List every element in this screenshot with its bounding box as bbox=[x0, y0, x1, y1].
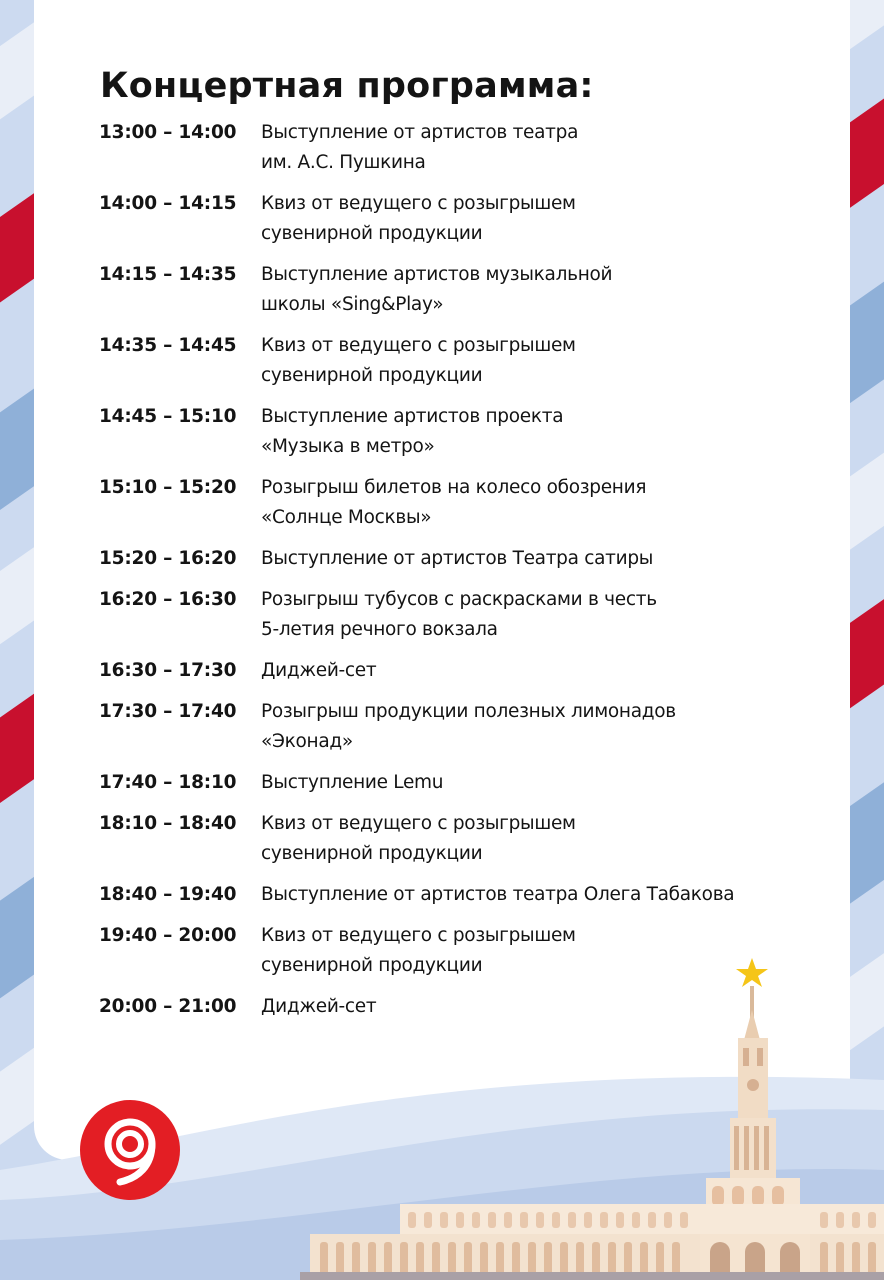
schedule-time: 15:10 – 15:20 bbox=[99, 477, 237, 498]
schedule-time: 17:40 – 18:10 bbox=[99, 772, 237, 793]
schedule-description-line: Квиз от ведущего с розыгрышем bbox=[261, 813, 576, 834]
schedule-description-line: сувенирной продукции bbox=[261, 955, 483, 976]
schedule-description-line: Квиз от ведущего с розыгрышем bbox=[261, 925, 576, 946]
schedule-time: 13:00 – 14:00 bbox=[99, 122, 237, 143]
schedule-description-line: Диджей-сет bbox=[261, 660, 377, 681]
schedule-time: 14:35 – 14:45 bbox=[99, 335, 237, 356]
schedule-description bbox=[261, 118, 799, 178]
schedule-description bbox=[261, 880, 799, 910]
schedule-description-line: Выступление от артистов Театра сатиры bbox=[261, 548, 654, 569]
schedule-description-line: «Эконад» bbox=[261, 731, 353, 752]
schedule-description bbox=[261, 331, 799, 391]
river-station-building-icon bbox=[300, 950, 884, 1280]
schedule-row bbox=[99, 260, 799, 320]
schedule-description-line: сувенирной продукции bbox=[261, 223, 483, 244]
moscow-day-9-logo-icon bbox=[80, 1100, 180, 1200]
schedule-description-line: Выступление артистов музыкальной bbox=[261, 264, 613, 285]
schedule-row bbox=[99, 189, 799, 249]
schedule-time: 14:15 – 14:35 bbox=[99, 264, 237, 285]
schedule-time: 19:40 – 20:00 bbox=[99, 925, 237, 946]
schedule-description-line: сувенирной продукции bbox=[261, 843, 483, 864]
schedule-time: 16:20 – 16:30 bbox=[99, 589, 237, 610]
schedule-time: 14:45 – 15:10 bbox=[99, 406, 237, 427]
schedule-time: 15:20 – 16:20 bbox=[99, 548, 237, 569]
schedule-row bbox=[99, 809, 799, 869]
schedule-description-line: Диджей-сет bbox=[261, 996, 377, 1017]
schedule-description bbox=[261, 697, 799, 757]
schedule-time: 14:00 – 14:15 bbox=[99, 193, 237, 214]
schedule-description bbox=[261, 544, 799, 574]
schedule-description bbox=[261, 768, 799, 798]
star-icon bbox=[736, 958, 768, 987]
schedule-time: 20:00 – 21:00 bbox=[99, 996, 237, 1017]
schedule-description-line: сувенирной продукции bbox=[261, 365, 483, 386]
schedule-description-line: Розыгрыш тубусов с раскрасками в честь bbox=[261, 589, 657, 610]
schedule-description-line: Выступление Lemu bbox=[261, 772, 444, 793]
schedule-time: 18:40 – 19:40 bbox=[99, 884, 237, 905]
schedule-row bbox=[99, 331, 799, 391]
schedule-description-line: Выступление артистов проекта bbox=[261, 406, 564, 427]
schedule-description-line: Розыгрыш продукции полезных лимонадов bbox=[261, 701, 676, 722]
schedule-description-line: 5-летия речного вокзала bbox=[261, 619, 498, 640]
schedule-row bbox=[99, 697, 799, 757]
schedule-description-line: Квиз от ведущего с розыгрышем bbox=[261, 193, 576, 214]
schedule-description bbox=[261, 656, 799, 686]
page-title: Концертная программа: bbox=[100, 66, 594, 106]
schedule-row bbox=[99, 544, 799, 574]
schedule-description bbox=[261, 260, 799, 320]
schedule-row bbox=[99, 118, 799, 178]
schedule-description-line: Розыгрыш билетов на колесо обозрения bbox=[261, 477, 647, 498]
schedule-description bbox=[261, 809, 799, 869]
schedule-description-line: «Музыка в метро» bbox=[261, 436, 435, 457]
schedule-time: 17:30 – 17:40 bbox=[99, 701, 237, 722]
schedule-description bbox=[261, 473, 799, 533]
schedule-time: 18:10 – 18:40 bbox=[99, 813, 237, 834]
schedule-row bbox=[99, 768, 799, 798]
schedule-time: 16:30 – 17:30 bbox=[99, 660, 237, 681]
schedule-description bbox=[261, 402, 799, 462]
schedule-description-line: им. А.С. Пушкина bbox=[261, 152, 426, 173]
schedule-description-line: Выступление от артистов театра bbox=[261, 122, 579, 143]
schedule-description bbox=[261, 189, 799, 249]
schedule-description-line: Квиз от ведущего с розыгрышем bbox=[261, 335, 576, 356]
schedule-row bbox=[99, 473, 799, 533]
schedule-description bbox=[261, 585, 799, 645]
schedule-description-line: «Солнце Москвы» bbox=[261, 507, 432, 528]
schedule-row bbox=[99, 656, 799, 686]
schedule-row bbox=[99, 880, 799, 910]
schedule-description-line: школы «Sing&Play» bbox=[261, 294, 444, 315]
schedule-row bbox=[99, 585, 799, 645]
schedule-description-line: Выступление от артистов театра Олега Табакова bbox=[261, 884, 735, 905]
schedule-list bbox=[99, 118, 799, 1033]
schedule-row bbox=[99, 402, 799, 462]
